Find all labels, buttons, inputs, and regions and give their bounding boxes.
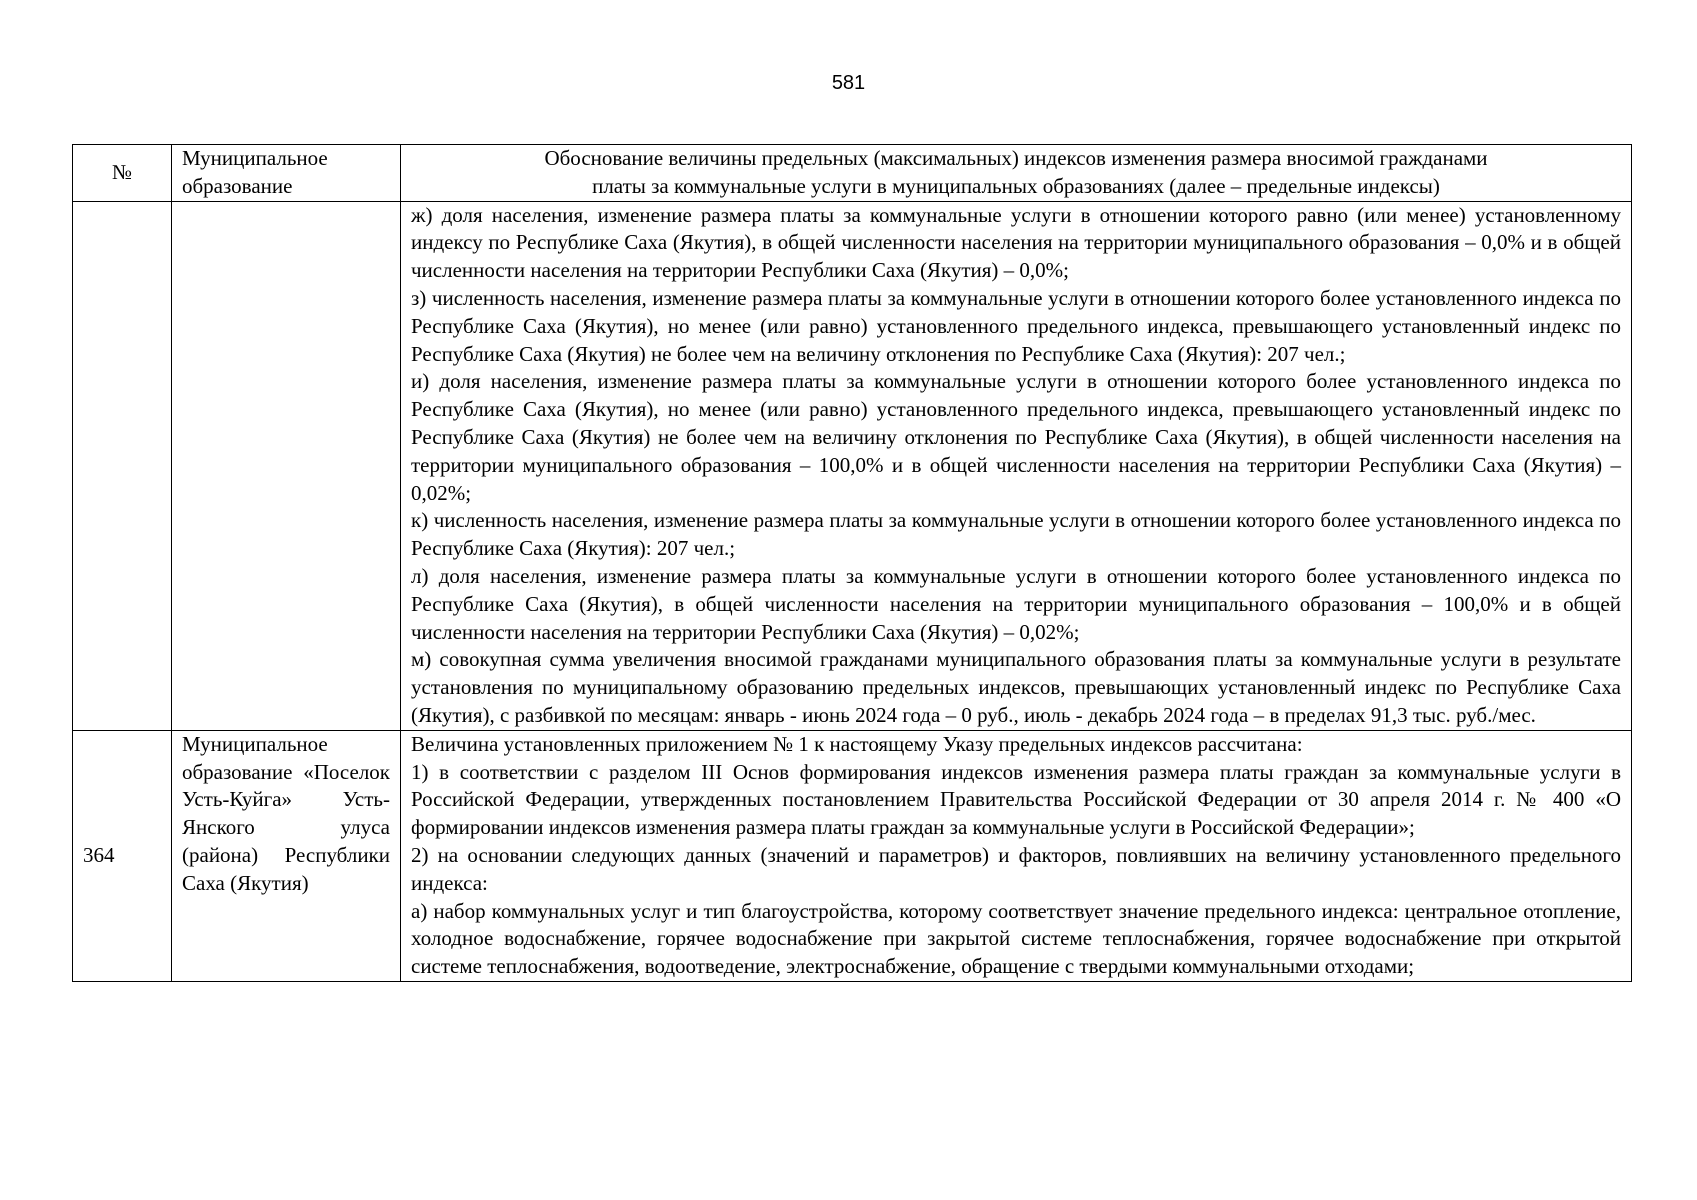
table-header-row <box>73 145 1632 202</box>
paragraph-intro: Величина установленных приложением № 1 к настоящему Указу предельных индексов рассчитана: <box>411 731 1303 756</box>
municipality-cell: Муниципальное образование «Поселок Усть-Куйга» Усть-Янского улуса (района) Республики Саха (Якутия) <box>172 730 401 981</box>
justification-cell <box>401 730 1632 981</box>
paragraph-m: м) совокупная сумма увеличения вносимой гражданами муниципального образования платы за коммунальные услуги в результате установления по муниципальному образованию предельных индексов, превышающих установленный индекс по Республике Саха (Якутия), с разбивкой по месяцам: январь - июнь 2024 года – 0 руб., июль - декабрь 2024 года – в пределах 91,3 тыс. руб./мес. <box>411 647 1621 727</box>
paragraph-l: л) доля населения, изменение размера платы за коммунальные услуги в отношении которого более установленного индекса по Республике Саха (Якутия), в общей численности населения на территории муниципального образования – 100,0% и в общей численности населения на территории Республики Саха (Якутия) – 0,02%; <box>411 563 1621 644</box>
paragraph-1: 1) в соответствии с разделом III Основ формирования индексов изменения размера платы граждан за коммунальные услуги в Российской Федерации, утвержденных постановлением Правительства Российской Федерации от 30 апреля 2014 г. № 400 «О формировании индексов изменения размера платы граждан за коммунальные услуги в Российской Федерации»; <box>411 759 1621 840</box>
header-justification-line1: Обоснование величины предельных (максимальных) индексов изменения размера вносимой гражданами <box>544 146 1488 170</box>
header-justification-line2: платы за коммунальные услуги в муниципальных образованиях (далее – предельные индексы) <box>592 173 1440 198</box>
page-number: 581 <box>831 72 866 94</box>
paragraph-i: и) доля населения, изменение размера платы за коммунальные услуги в отношении которого более установленного индекса по Республике Саха (Якутия), но менее (или равно) установленного предельного индекса, превышающего установленный индекс по Республике Саха (Якутия) не более чем на величину отклонения по Республике Саха (Якутия), в общей численности населения на территории муниципального образования – 100,0% и в общей численности населения на территории Республики Саха (Якутия) – 0,02%; <box>411 369 1621 505</box>
paragraph-2: 2) на основании следующих данных (значений и параметров) и факторов, повлиявших на величину установленного предельного индекса: <box>411 842 1621 895</box>
paragraph-a: а) набор коммунальных услуг и тип благоустройства, которому соответствует значение предельного индекса: центральное отопление, холодное водоснабжение, горячее водоснабжение при закрытой системе теплоснабжения, горячее водоснабжение при открытой системе теплоснабжения, водоотведение, электроснабжение, обращение с твердыми коммунальными отходами; <box>411 898 1621 979</box>
header-municipality: Муниципальное образование <box>172 145 401 202</box>
justification-cell <box>401 201 1632 730</box>
table-row <box>73 201 1632 730</box>
justification-table <box>72 144 1632 982</box>
paragraph-zh: ж) доля населения, изменение размера платы за коммунальные услуги в отношении которого равно (или менее) установленному индексу по Республике Саха (Якутия), в общей численности населения на территории муниципального образования – 0,0% и в общей численности населения на территории Республики Саха (Якутия) – 0,0%; <box>411 202 1621 283</box>
row-number-cell: 364 <box>73 730 172 981</box>
header-number: № <box>73 145 172 202</box>
table-row <box>73 730 1632 981</box>
header-justification <box>401 145 1632 202</box>
municipality-cell <box>172 201 401 730</box>
paragraph-k: к) численность населения, изменение размера платы за коммунальные услуги в отношении которого более установленного индекса по Республике Саха (Якутия): 207 чел.; <box>411 508 1621 561</box>
row-number-cell <box>73 201 172 730</box>
paragraph-z: з) численность населения, изменение размера платы за коммунальные услуги в отношении которого более установленного индекса по Республике Саха (Якутия), но менее (или равно) установленного предельного индекса, превышающего установленный индекс по Республике Саха (Якутия) не более чем на величину отклонения по Республике Саха (Якутия): 207 чел.; <box>411 285 1621 366</box>
